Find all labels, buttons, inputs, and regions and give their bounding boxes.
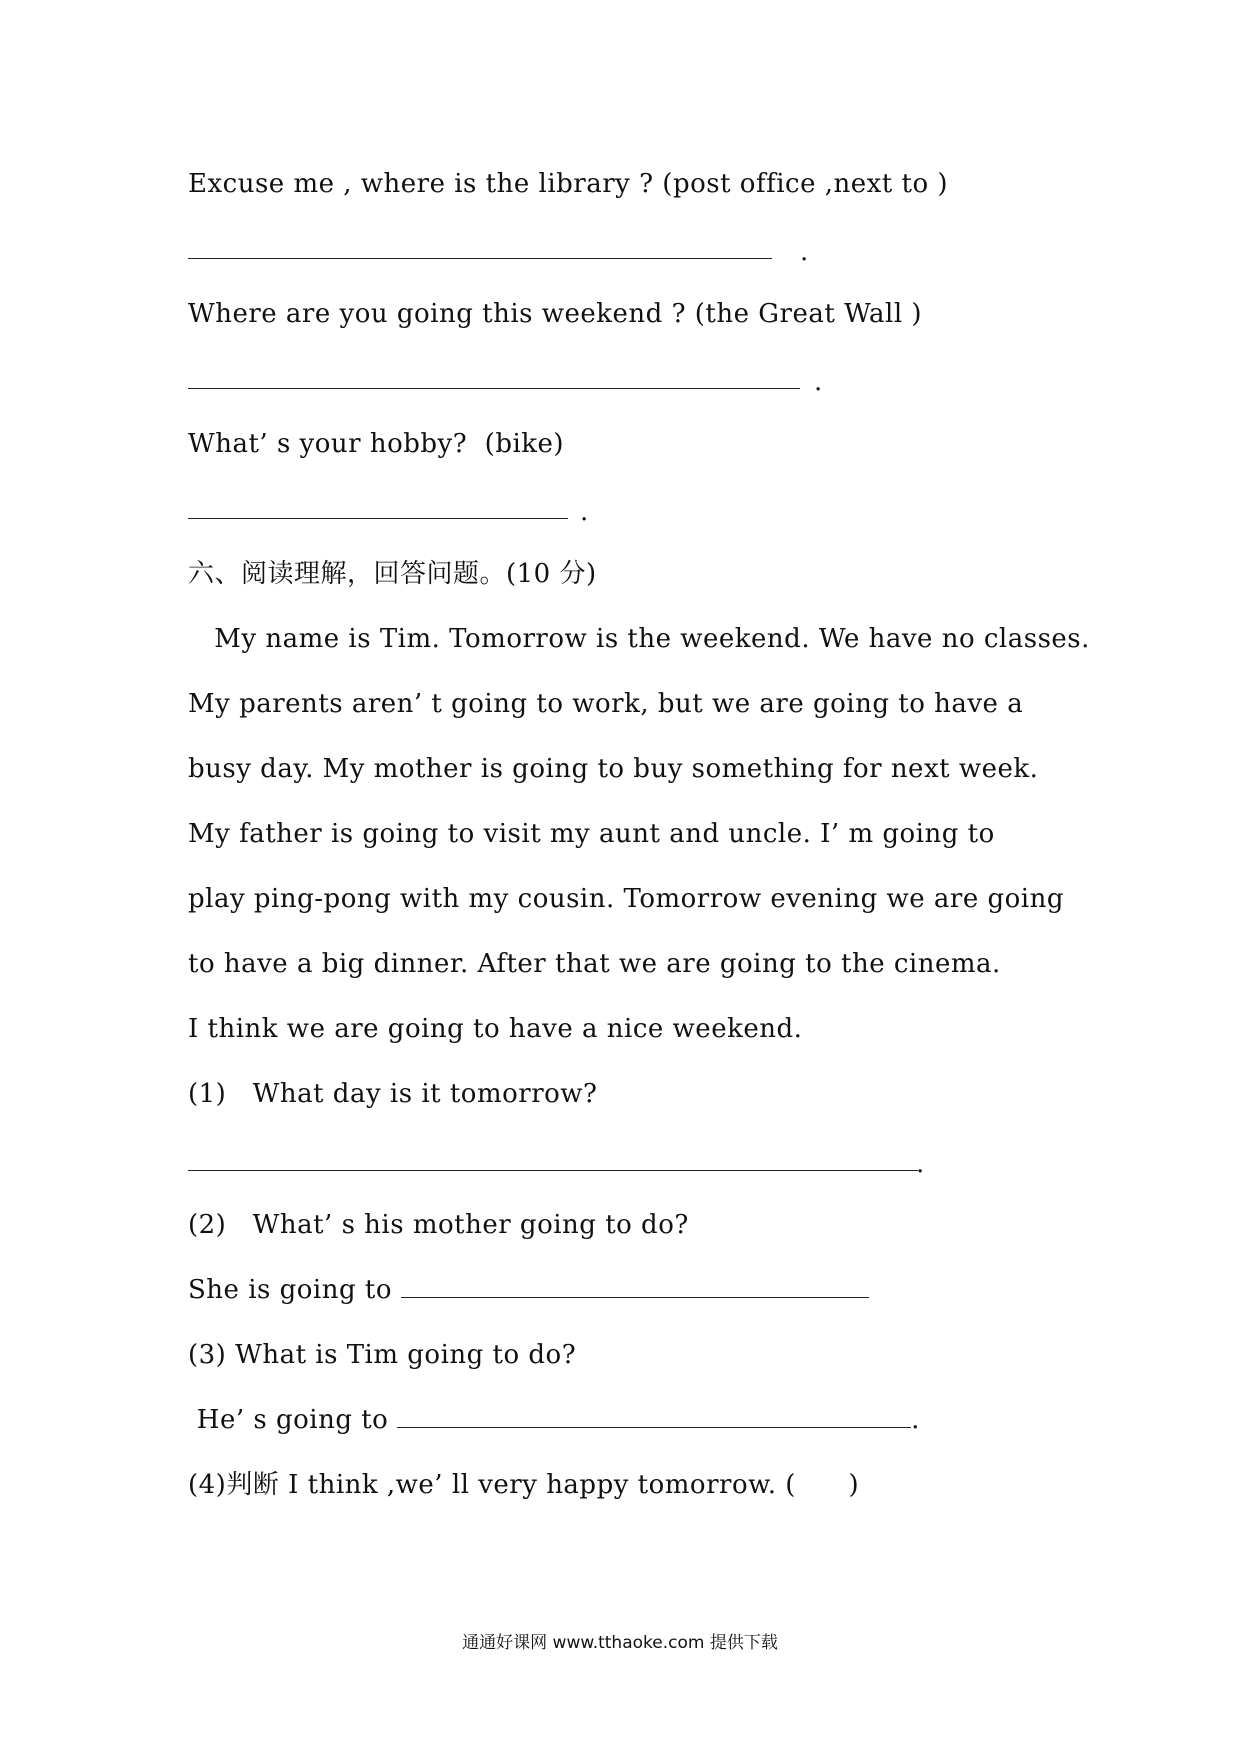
passage-line: to have a big dinner. After that we are going to the cinema. [188, 949, 1001, 979]
answer-line-weekend[interactable] [188, 388, 800, 389]
answer-prefix-q3: He’ s going to [188, 1405, 398, 1435]
answer-period: . [814, 367, 823, 397]
answer-row-q2 [188, 1270, 869, 1310]
answer-line-hobby[interactable] [188, 518, 568, 519]
question-library: Excuse me , where is the library ? (post office ,next to ) [188, 169, 949, 199]
reading-question-4[interactable]: (4)判断 I think ,we’ ll very happy tomorrow. ( ) [188, 1470, 860, 1500]
answer-period: . [916, 1149, 925, 1179]
answer-line-q3[interactable] [397, 1405, 911, 1428]
passage-line: I think we are going to have a nice weekend. [188, 1014, 803, 1044]
section-six-heading: 六、阅读理解，回答问题。(10 分) [188, 559, 597, 589]
answer-line-q1[interactable] [188, 1170, 918, 1171]
answer-prefix-q2: She is going to [188, 1275, 401, 1305]
reading-question-3: (3) What is Tim going to do? [188, 1340, 577, 1370]
answer-period: . [800, 237, 809, 267]
answer-line-q2[interactable] [401, 1275, 869, 1298]
answer-period: . [580, 497, 589, 527]
reading-question-2: (2) What’ s his mother going to do? [188, 1210, 689, 1240]
passage-line: My father is going to visit my aunt and uncle. I’ m going to [188, 819, 995, 849]
passage-line: busy day. My mother is going to buy something for next week. [188, 754, 1039, 784]
answer-row-q3 [188, 1400, 920, 1440]
question-weekend: Where are you going this weekend ? (the Great Wall ) [188, 299, 923, 329]
answer-period: . [911, 1405, 920, 1435]
page-footer: 通通好课网 www.tthaoke.com 提供下载 [462, 1633, 778, 1653]
passage-line: My parents aren’ t going to work, but we are going to have a [188, 689, 1024, 719]
passage-line: play ping-pong with my cousin. Tomorrow evening we are going [188, 884, 1065, 914]
answer-line-library[interactable] [188, 258, 772, 259]
reading-question-1: (1) What day is it tomorrow? [188, 1079, 598, 1109]
passage-line: My name is Tim. Tomorrow is the weekend. We have no classes. [188, 624, 1090, 654]
question-hobby: What’ s your hobby? (bike) [188, 429, 565, 459]
